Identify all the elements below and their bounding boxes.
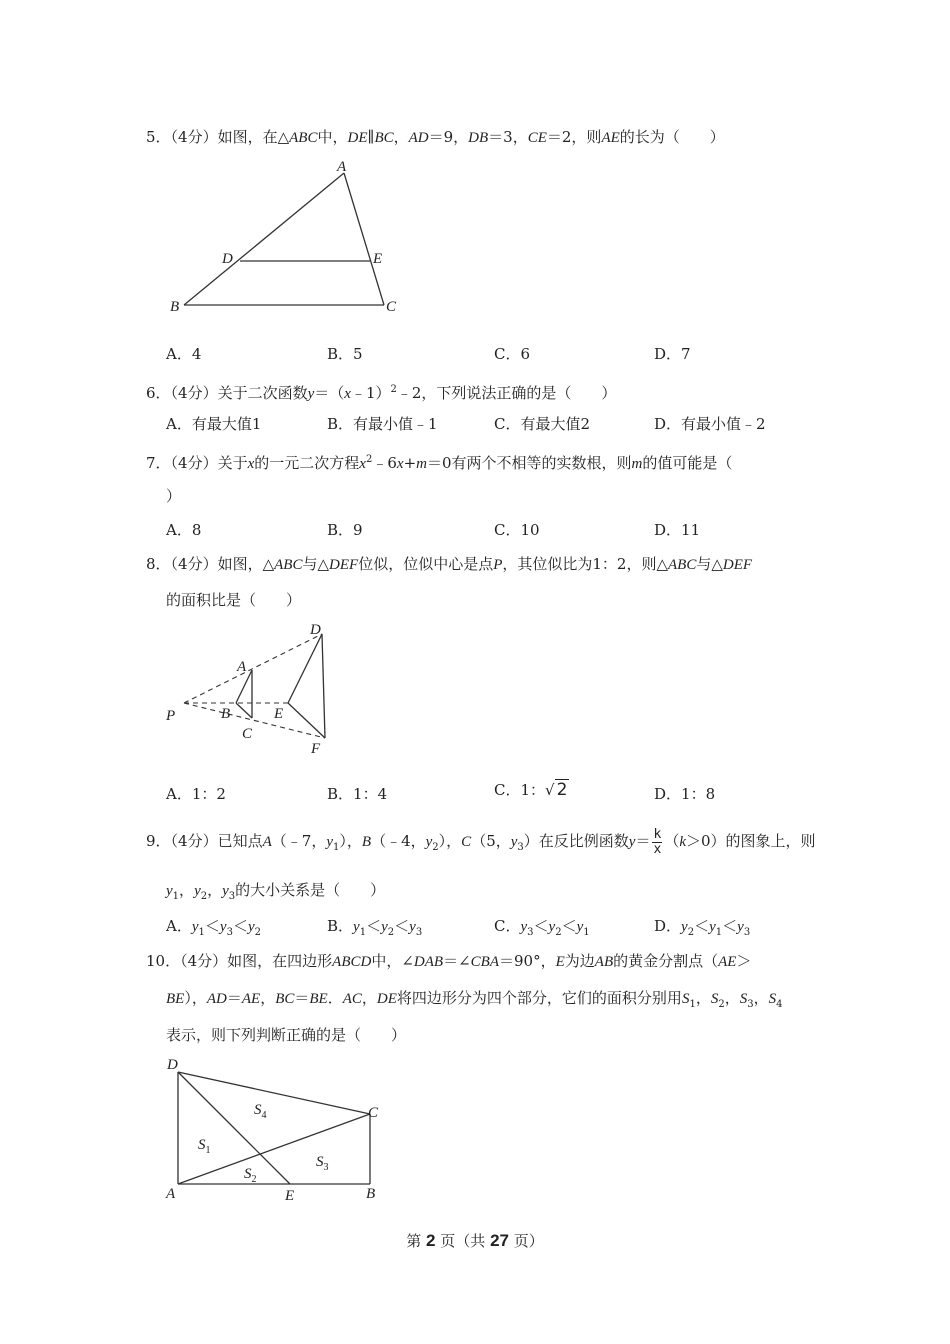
q9-option-c: C．$y_3<y_2<y_1$	[494, 917, 590, 938]
q6-stem: 6．（4分）关于二次函数y＝（x﹣1）$^2$﹣2，下列说法正确的是（ ）	[146, 384, 617, 402]
q8-side-df	[322, 634, 325, 738]
q5-option-c: C．6	[494, 345, 531, 363]
q8-sqrt-symbol: √ 2	[545, 780, 568, 800]
q10-stem-line3: 表示，则下列判断正确的是（ ）	[166, 1026, 407, 1044]
q10-figure	[160, 1052, 400, 1212]
q7-option-b: B．9	[327, 521, 363, 539]
q6-option-d: D．有最小值﹣2	[654, 415, 766, 433]
q8-label-b: B	[221, 706, 231, 722]
q9-stem: 9．（4分）已知点A（﹣7，$y_1$），B（﹣4，$y_2$），C（5，$y_3$）在反比例函数y＝ $\frac{k}{x}$ （k＞0）的图象上，则	[146, 826, 816, 857]
q8-stem-line2: 的面积比是（ ）	[166, 591, 302, 609]
q7-option-c: C．10	[494, 521, 540, 539]
q5-stem: 5．（4分）如图，在△ABC中，DE∥BC，AD＝9，DB＝3，CE＝2，则AE的长为（ ）	[146, 128, 725, 146]
q8-option-b: B．1：4	[327, 785, 388, 803]
q8-label-c: C	[242, 726, 253, 742]
q8-label-d: D	[310, 622, 321, 638]
q8-option-d: D．1：8	[654, 785, 716, 803]
q5-label-e: E	[373, 251, 383, 267]
q7-stem-line2: ）	[166, 487, 182, 505]
q8-stem: 8．（4分）如图，△ABC与△DEF位似，位似中心是点P，其位似比为1：2，则△ABC与△DEF	[146, 555, 753, 573]
q8-side-bc	[236, 703, 252, 718]
q7-option-d: D．11	[654, 521, 701, 539]
q10-label-e: E	[285, 1188, 295, 1204]
q9-option-d: D．$y_2<y_1<y_3$	[654, 917, 751, 938]
page-footer: 第 2 页（共 27 页）	[406, 1231, 544, 1250]
q5-side-ba	[184, 173, 344, 305]
q10-stem: 10．（4分）如图，在四边形ABCD中，∠DAB＝∠CBA＝90°，E为边AB的黄金分割点（AE＞	[146, 952, 752, 970]
q9-fraction: $\frac{k}{x}$	[653, 826, 662, 857]
q9-stem-line2: $y_1$，$y_2$，$y_3$的大小关系是（ ）	[166, 881, 386, 902]
q5-figure	[160, 155, 420, 325]
q8-side-ef	[288, 703, 325, 738]
q8-option-a: A．1：2	[166, 785, 226, 803]
q10-label-s3: $S_3$	[316, 1154, 329, 1173]
q10-label-b: B	[366, 1186, 376, 1202]
q8-figure	[160, 618, 360, 758]
q8-label-p: P	[166, 708, 176, 724]
q8-side-de	[288, 634, 322, 703]
q8-option-c: C．1：√ 2	[494, 780, 568, 800]
q5-label-a: A	[337, 159, 347, 175]
q8-ray-pf	[184, 703, 325, 738]
q5-label-c: C	[386, 299, 397, 315]
q6-option-b: B．有最小值﹣1	[327, 415, 438, 433]
q10-side-dc	[178, 1072, 370, 1114]
q6-option-c: C．有最大值2	[494, 415, 591, 433]
q9-option-a: A．$y_1<y_3<y_2$	[166, 917, 262, 938]
q10-label-s2: $S_2$	[244, 1166, 257, 1185]
q5-side-ac	[344, 173, 384, 305]
q10-segment-de	[178, 1072, 290, 1184]
q8-label-e: E	[274, 706, 284, 722]
q8-label-a: A	[237, 659, 247, 675]
q5-label-d: D	[222, 251, 233, 267]
q5-label-b: B	[170, 299, 180, 315]
q5-option-a: A．4	[166, 345, 202, 363]
q10-stem-line2: BE），AD＝AE，BC＝BE．AC，DE将四边形分为四个部分，它们的面积分别用$S_1$，$S_2$，$S_3$，$S_4$	[166, 989, 783, 1010]
q7-option-a: A．8	[166, 521, 202, 539]
q8-label-f: F	[311, 741, 321, 757]
q6-option-a: A．有最大值1	[166, 415, 262, 433]
q5-option-d: D．7	[654, 345, 691, 363]
q7-stem: 7．（4分）关于x的一元二次方程$x^2﹣6x+m=0$有两个不相等的实数根，则m的值可能是（	[146, 454, 733, 472]
q10-label-c: C	[368, 1105, 379, 1121]
q10-label-d: D	[167, 1057, 178, 1073]
q9-option-b: B．$y_1<y_2<y_3$	[327, 917, 423, 938]
q10-label-s4: $S_4$	[254, 1102, 267, 1121]
q10-label-s1: $S_1$	[198, 1137, 211, 1156]
q8-ray-pd	[184, 634, 322, 703]
q10-label-a: A	[166, 1186, 176, 1202]
q5-option-b: B．5	[327, 345, 363, 363]
